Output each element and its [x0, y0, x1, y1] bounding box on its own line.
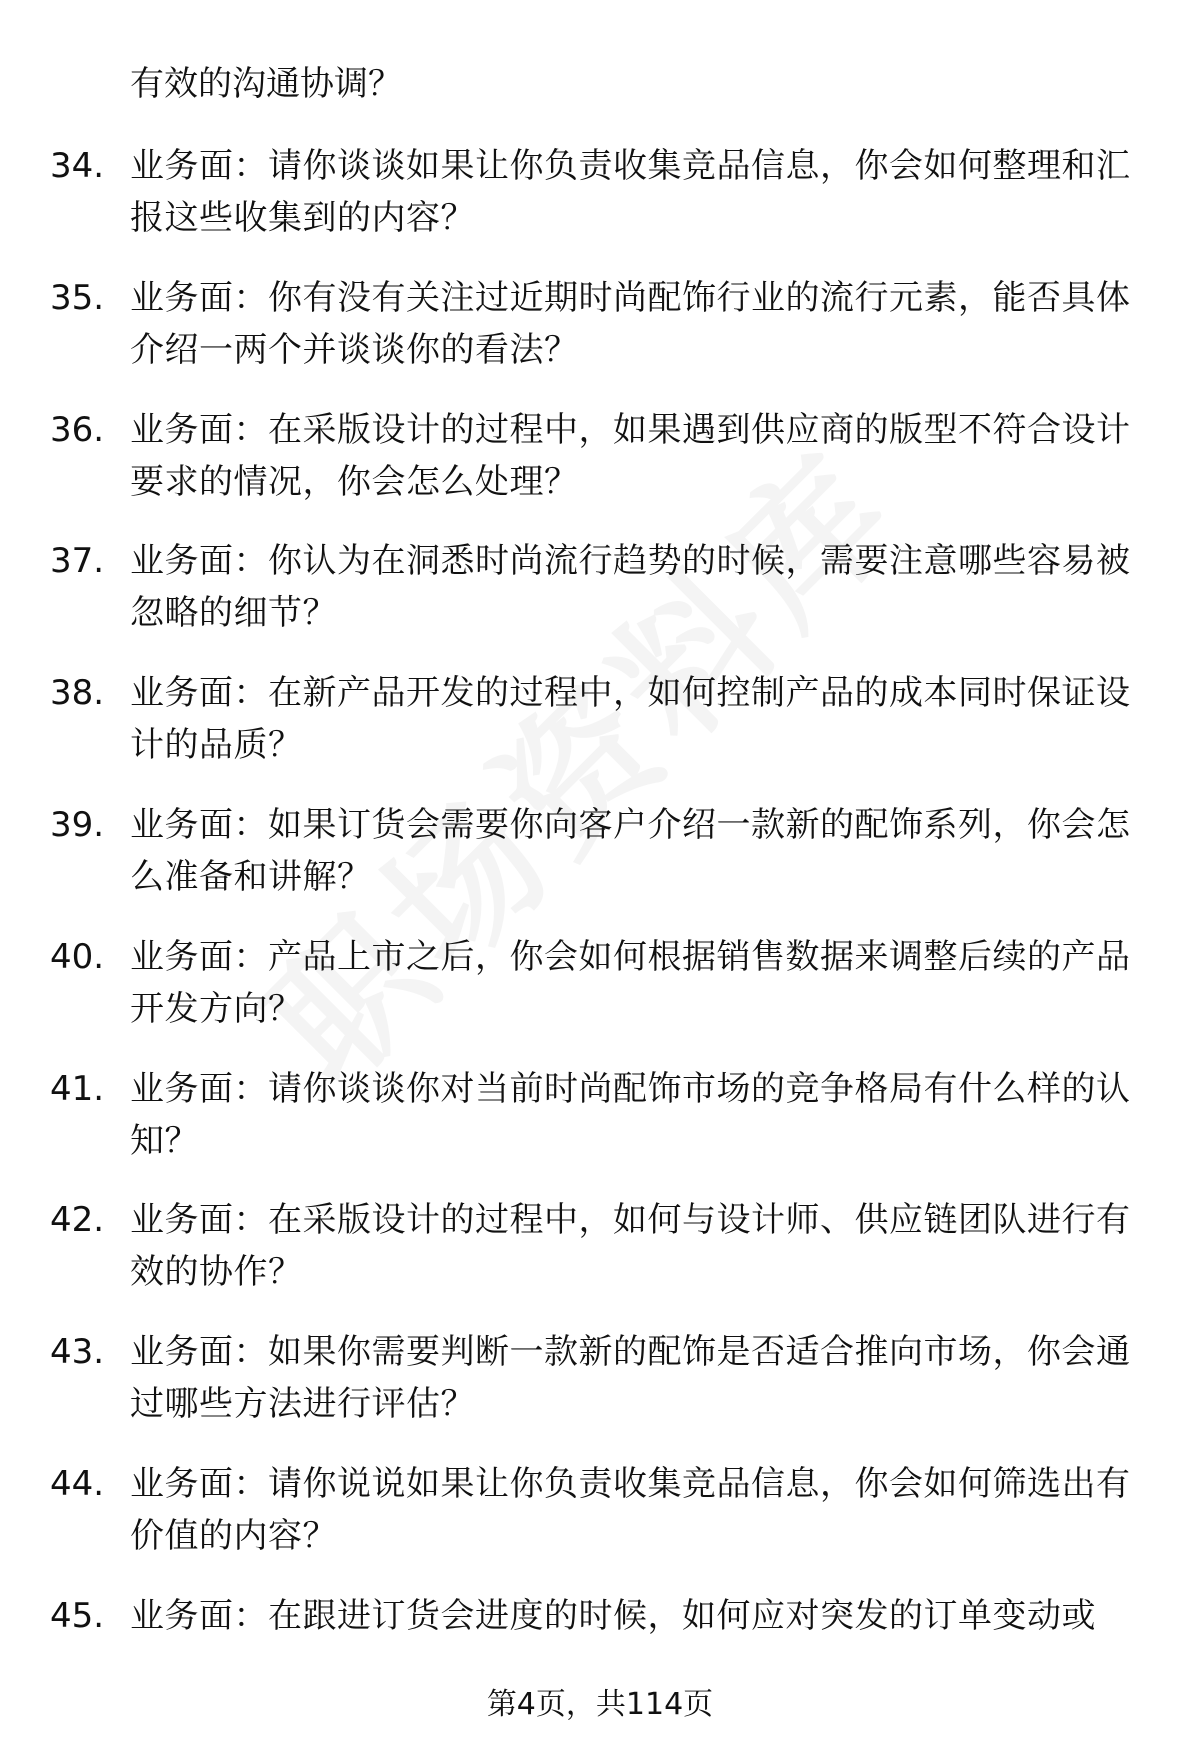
question-number: 41. — [50, 1068, 105, 1109]
question-number: 34. — [50, 146, 105, 186]
question-number: 40. — [50, 936, 105, 977]
question-text: 业务面：请你说说如果让你负责收集竞品信息，你会如何筛选出有价值的内容？ — [130, 1463, 1131, 1556]
question-text: 业务面：你有没有关注过近期时尚配饰行业的流行元素，能否具体介绍一两个并谈谈你的看法？ — [130, 277, 1131, 370]
question-item — [0, 931, 1200, 1063]
question-text: 业务面：如果订货会需要你向客户介绍一款新的配饰系列，你会怎么准备和讲解？ — [130, 804, 1131, 897]
question-text: 业务面：如果你需要判断一款新的配饰是否适合推向市场，你会通过哪些方法进行评估？ — [130, 1332, 1131, 1425]
continued-question-text: 有效的沟通协调？ — [130, 64, 402, 104]
question-text: 业务面：请你谈谈你对当前时尚配饰市场的竞争格局有什么样的认知？ — [130, 1068, 1131, 1161]
question-text: 业务面：产品上市之后，你会如何根据销售数据来调整后续的产品开发方向？ — [130, 936, 1131, 1029]
question-text: 业务面：在新产品开发的过程中，如何控制产品的成本同时保证设计的品质？ — [130, 673, 1131, 766]
question-number: 35. — [50, 277, 105, 318]
question-number: 45. — [50, 1595, 105, 1636]
question-item — [0, 140, 1200, 272]
question-item — [0, 667, 1200, 799]
question-number: 38. — [50, 673, 105, 714]
question-text: 业务面：请你谈谈如果让你负责收集竞品信息，你会如何整理和汇报这些收集到的内容？ — [130, 146, 1131, 238]
question-number: 43. — [50, 1332, 105, 1373]
question-item — [0, 799, 1200, 931]
question-item — [0, 1063, 1200, 1195]
question-number: 42. — [50, 1200, 105, 1241]
question-item — [0, 1326, 1200, 1458]
question-item — [0, 272, 1200, 404]
question-list — [0, 140, 1200, 1722]
question-number: 37. — [50, 541, 105, 582]
question-item — [0, 535, 1200, 667]
page-footer: 第4页，共114页 — [486, 1687, 714, 1722]
question-text: 业务面：在采版设计的过程中，如何与设计师、供应链团队进行有效的协作？ — [130, 1200, 1131, 1293]
question-number: 44. — [50, 1463, 105, 1504]
question-text: 业务面：在跟进订货会进度的时候，如何应对突发的订单变动或 — [130, 1595, 1096, 1636]
question-text: 业务面：你认为在洞悉时尚流行趋势的时候，需要注意哪些容易被忽略的细节？ — [130, 541, 1131, 634]
question-item — [0, 404, 1200, 536]
question-item — [0, 1458, 1200, 1590]
question-number: 36. — [50, 409, 105, 450]
question-item — [0, 1194, 1200, 1326]
question-number: 39. — [50, 804, 105, 845]
question-text: 业务面：在采版设计的过程中，如果遇到供应商的版型不符合设计要求的情况，你会怎么处理？ — [130, 409, 1131, 502]
